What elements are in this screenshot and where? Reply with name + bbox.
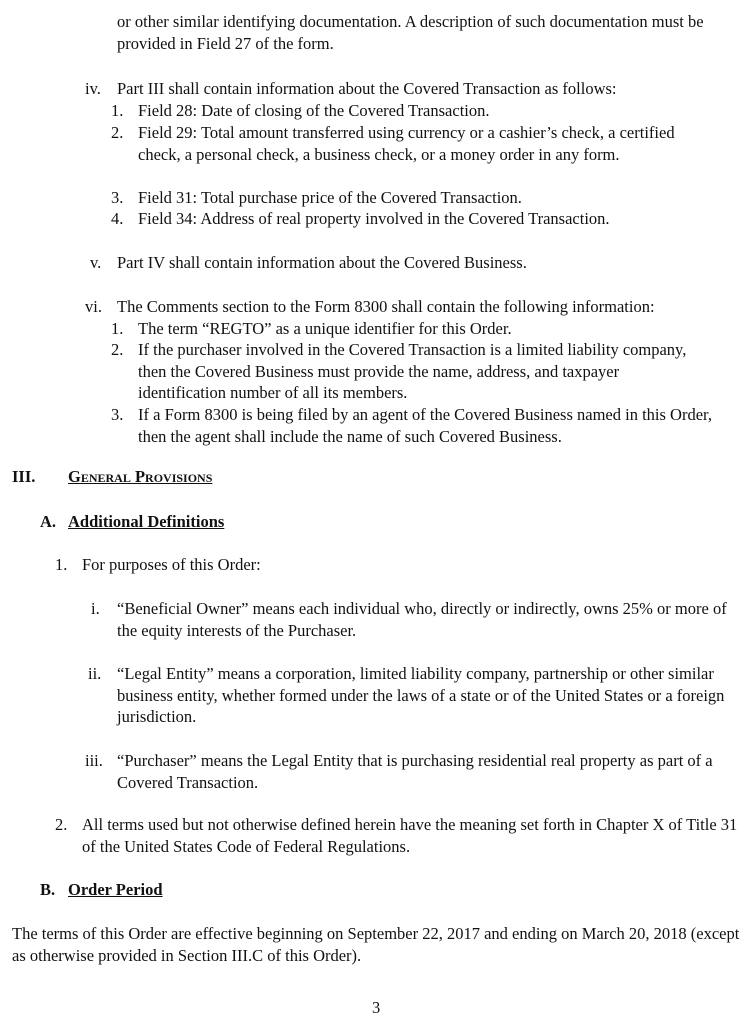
item-vi-sub-3-text: If a Form 8300 is being filed by an agent of the Covered Business named in this Order, then the agent shall include the name of such Covered Business. [138,405,712,446]
definition-ii-marker: ii. [88,664,102,683]
item-v-text: Part IV shall contain information about the Covered Business. [117,253,527,272]
section-b-marker: B. [40,880,56,899]
item-iv-sub-1-text: Field 28: Date of closing of the Covered Transaction. [138,101,490,120]
definition-iii-text: “Purchaser” means the Legal Entity that is purchasing residential real property as part of a Covered Transaction. [117,751,713,792]
item-v-marker: v. [90,253,102,272]
item-iv-sub-3-marker: 3. [111,188,124,207]
item-vi-sub-2-text: If the purchaser involved in the Covered Transaction is a limited liability company, then the Covered Business must provide the name, address, and taxpayer identification number of all its members. [138,340,687,402]
item-vi-marker: vi. [85,297,102,316]
section-a-title: Additional Definitions [68,512,225,531]
definition-ii-text: “Legal Entity” means a corporation, limited liability company, partnership or other similar business entity, whether formed under the laws of a state or of the United States or a foreign jurisdiction. [117,664,725,726]
item-vi-sub-1-text: The term “REGTO” as a unique identifier for this Order. [138,319,512,338]
item-iv-marker: iv. [85,79,101,98]
item-iv-sub-3-text: Field 31: Total purchase price of the Covered Transaction. [138,188,522,207]
item-iv-sub-4-marker: 4. [111,209,124,228]
definition-i-marker: i. [91,599,100,618]
item-vi-sub-1-marker: 1. [111,319,124,338]
def-2-marker: 2. [55,815,68,834]
item-iv-sub-1-marker: 1. [111,101,124,120]
intro-continuation: or other similar identifying documentation. A description of such documentation must be provided in Field 27 of the form. [117,12,704,53]
section-iii-title: General Provisions [68,467,213,486]
item-vi-sub-3-marker: 3. [111,405,124,424]
definition-i-text: “Beneficial Owner” means each individual who, directly or indirectly, owns 25% or more of the equity interests of the Purchaser. [117,599,727,640]
item-iv-sub-4-text: Field 34: Address of real property involved in the Covered Transaction. [138,209,610,228]
def-1-marker: 1. [55,555,68,574]
section-a-marker: A. [40,512,57,531]
page-number: 3 [372,998,381,1017]
section-iii-marker: III. [12,467,36,486]
definition-iii-marker: iii. [85,751,103,770]
item-iv-text: Part III shall contain information about the Covered Transaction as follows: [117,79,617,98]
order-period-text: The terms of this Order are effective beginning on September 22, 2017 and ending on March 20, 2018 (except as otherwise provided in Section III.C of this Order). [12,924,740,965]
def-2-text: All terms used but not otherwise defined herein have the meaning set forth in Chapter X of Title 31 of the United States Code of Federal Regulations. [82,815,738,856]
def-1-text: For purposes of this Order: [82,555,261,574]
item-iv-sub-2-text: Field 29: Total amount transferred using currency or a cashier’s check, a certified check, a personal check, a business check, or a money order in any form. [138,123,675,164]
item-vi-sub-2-marker: 2. [111,340,124,359]
item-vi-text: The Comments section to the Form 8300 shall contain the following information: [117,297,655,316]
item-iv-sub-2-marker: 2. [111,123,124,142]
section-b-title: Order Period [68,880,163,899]
